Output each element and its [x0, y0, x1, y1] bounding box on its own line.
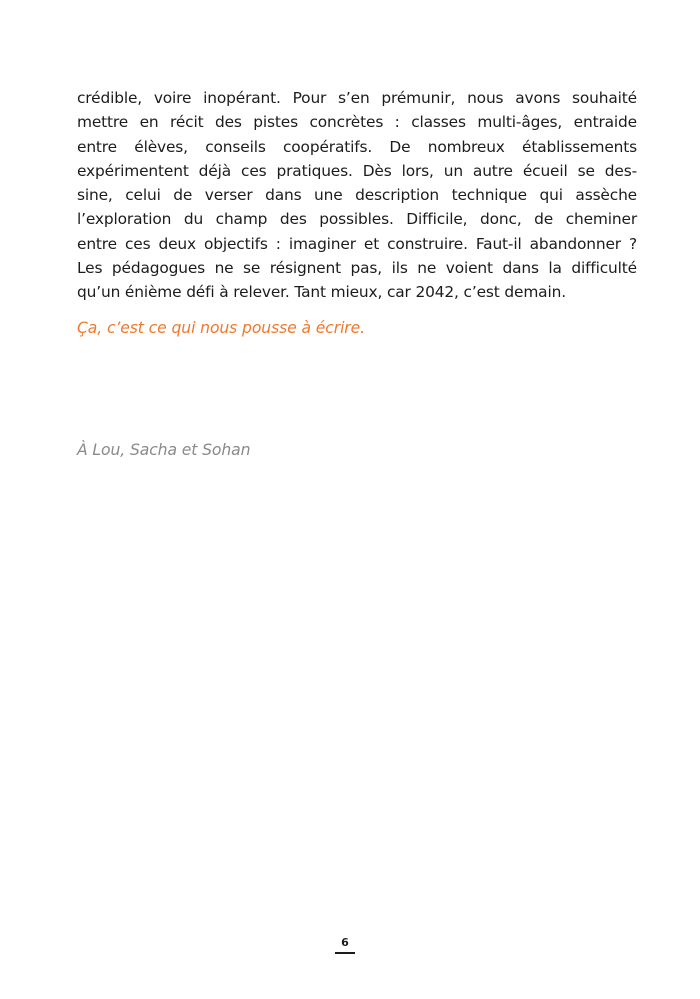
- body-paragraph: [77, 86, 637, 305]
- dedication: À Lou, Sacha et Sohan: [77, 441, 251, 459]
- page-number-block: [334, 936, 356, 954]
- body-line: mettre en récit des pistes concrètes : classes multi-âges, entraide: [77, 113, 637, 132]
- body-line: entre élèves, conseils coopératifs. De nombreux établissements: [77, 137, 637, 156]
- page-number: 6: [341, 936, 349, 949]
- body-line: crédible, voire inopérant. Pour s’en prémunir, nous avons souhaité: [77, 89, 637, 107]
- body-line: l’exploration du champ des possibles. Difficile, donc, de cheminer: [77, 210, 637, 229]
- body-line: sine, celui de verser dans une description technique qui assèche: [77, 186, 637, 205]
- body-line: expérimentent déjà ces pratiques. Dès lors, un autre écueil se des-: [77, 161, 637, 180]
- highlight-sentence: Ça, c’est ce qui nous pousse à écrire.: [77, 319, 365, 337]
- body-line: Les pédagogues ne se résignent pas, ils ne voient dans la difficulté: [77, 259, 637, 278]
- page-number-underline: [335, 952, 355, 954]
- body-line: entre ces deux objectifs : imaginer et construire. Faut-il abandonner ?: [77, 234, 637, 253]
- body-line-last: qu’un énième défi à relever. Tant mieux, car 2042, c’est demain.: [77, 283, 566, 302]
